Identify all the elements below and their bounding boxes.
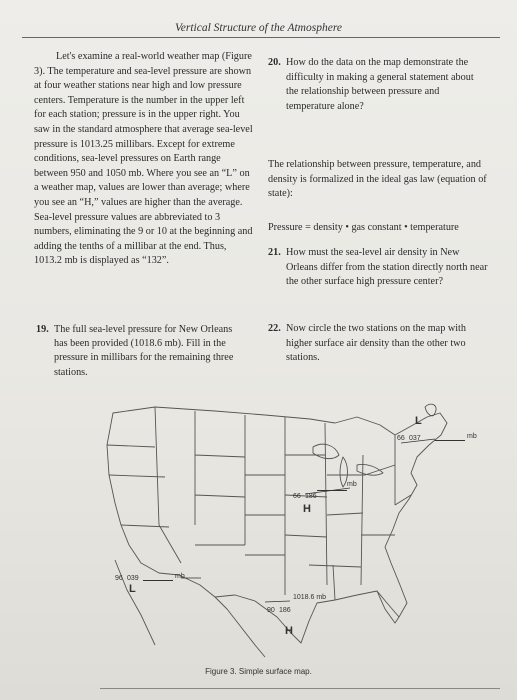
unit-label: mb [175,573,185,580]
station-s-full-pressure: 1018.6 mb [293,594,327,601]
question-text: The full sea-level pressure for New Orleans has been provided (1018.6 mb). Fill in the pressure in millibars for the remaining three stations. [54,324,234,378]
answer-blank-ne[interactable] [435,440,465,441]
header-rule [22,37,500,38]
us-outline [107,407,447,643]
answer-blank-mid[interactable] [317,490,347,491]
station-w-temp: 96 [115,575,123,582]
question-text: How do the data on the map demonstrate the difficulty in making a general statement about the relationship between pressure and temperature alone? [286,57,474,112]
answer-blank-w[interactable] [143,580,173,581]
station-s-temp: 90 [267,607,275,614]
question-number: 22. [268,323,281,334]
question-text: Now circle the two stations on the map with higher surface air density than the other two stations. [286,323,466,364]
surface-map [95,395,485,660]
station-ne-temp: 66 [397,435,405,442]
station-mid-temp: 66 [293,493,301,500]
question-20 [268,56,486,114]
question-21 [268,246,490,290]
usa-outline-map [95,395,485,660]
running-header: Vertical Structure of the Atmosphere [175,22,342,34]
low-pressure-center-w: L [129,583,136,595]
question-number: 19. [36,324,49,335]
question-number: 21. [268,247,281,258]
left-column [34,50,256,269]
high-pressure-center-mid: H [303,503,311,515]
figure-caption: Figure 3. Simple surface map. [205,667,312,676]
low-pressure-center-ne: L [415,415,422,427]
station-ne-pressure: 037 [409,435,421,442]
ideal-gas-paragraph: The relationship between pressure, temperature, and density is formalized in the ideal gas law (equation of state): [268,159,487,200]
unit-label: mb [347,481,357,488]
high-pressure-center-s: H [285,625,293,637]
station-s-pressure: 186 [279,607,291,614]
question-22 [268,322,490,366]
question-number: 20. [268,57,281,68]
intro-paragraph: Let's examine a real-world weather map (Figure 3). The temperature and sea-level pressure are shown at four weather stations near high and low pressure centers. Temperature is the number in the upper left for each station; pressure is in the upper right. You saw in the standard atmosphere that average sea-level pressure is 1013.25 millibars. Except for extreme conditions, sea-level pressures on Earth range between 950 and 1050 mb. Where you see an “L” on a weather map, values are lower than average; where you see an “H,” values are higher than the average. Sea-level pressure values are abbreviated to 3 numbers, eliminating the 9 or 10 at the beginning and adding the tenths of a millibar at the end. Thus, 1013.2 mb is displayed as “132”. [34,51,253,267]
unit-label: mb [467,433,477,440]
bottom-rule [100,688,500,689]
question-19 [36,323,246,380]
station-w-pressure: 039 [127,575,139,582]
question-text: How must the sea-level air density in New Orleans differ from the station directly north near the other surface high pressure center? [286,247,488,288]
ideal-gas-formula: Pressure = density • gas constant • temperature [268,222,459,233]
station-mid-pressure: 186 [305,493,317,500]
